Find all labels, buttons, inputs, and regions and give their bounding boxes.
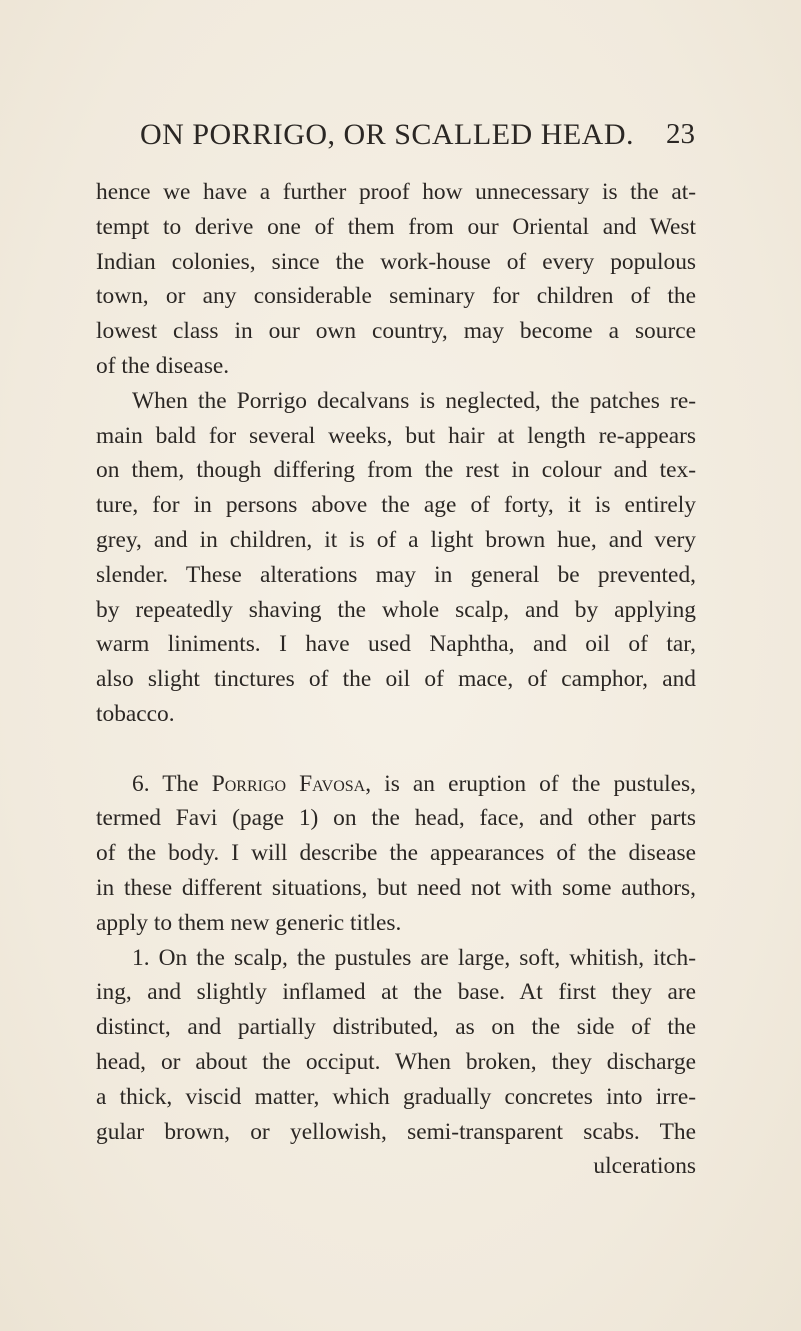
text-line: hence we have a further proof how unnecessary is the at- [96,179,696,205]
section-6-heading-line [96,767,696,802]
running-head [140,118,695,152]
paragraph-gap [96,732,696,767]
text-line: tobacco. [96,700,175,727]
text-line: When the Porrigo decalvans is neglected, the patches re- [132,387,696,414]
text-line: of the disease. [96,352,230,379]
text-line: main bald for several weeks, but hair at length re-appears [96,422,696,449]
text-line: by repeatedly shaving the whole scalp, and by applying [96,596,696,623]
section-6-prefix: 6. The [132,770,212,797]
text-line: grey, and in children, it is of a light brown hue, and very [96,526,696,553]
catchword: ulcerations [593,1153,696,1180]
text-line: on them, though differing from the rest in colour and tex- [96,457,696,484]
text-line: Indian colonies, since the work-house of every populous [96,248,696,275]
text-line: termed Favi (page 1) on the head, face, and other parts [96,805,696,832]
text-line: tempt to derive one of them from our Oriental and West [96,213,696,240]
running-title: ON PORRIGO, OR SCALLED HEAD. [140,118,635,151]
text-line: head, or about the occiput. When broken, they discharge [96,1048,696,1075]
body-text [96,175,696,1184]
text-line: gular brown, or yellowish, semi-transparent scabs. The [96,1118,696,1145]
text-line: apply to them new generic titles. [96,909,402,936]
text-line: slender. These alterations may in general be prevented, [96,561,696,588]
section-6-rest: , is an eruption of the pustules, [365,770,696,797]
text-line: of the body. I will describe the appearances of the disease [96,840,696,867]
text-line: a thick, viscid matter, which gradually concretes into irre- [96,1083,696,1110]
text-line: also slight tinctures of the oil of mace, of camphor, and [96,666,696,693]
text-line: lowest class in our own country, may become a source [96,318,696,345]
text-line: ture, for in persons above the age of forty, it is entirely [96,492,696,519]
text-line: town, or any considerable seminary for children of the [96,283,696,310]
text-line: 1. On the scalp, the pustules are large, soft, whitish, itch- [132,944,696,971]
page-number: 23 [666,118,695,150]
section-6-term: Porrigo Favosa [211,770,366,797]
text-line: warm liniments. I have used Naphtha, and oil of tar, [96,631,696,658]
text-line: distinct, and partially distributed, as on the side of the [96,1014,696,1041]
text-line: in these different situations, but need not with some authors, [96,874,696,901]
text-line: ing, and slightly inflamed at the base. At first they are [96,979,696,1006]
